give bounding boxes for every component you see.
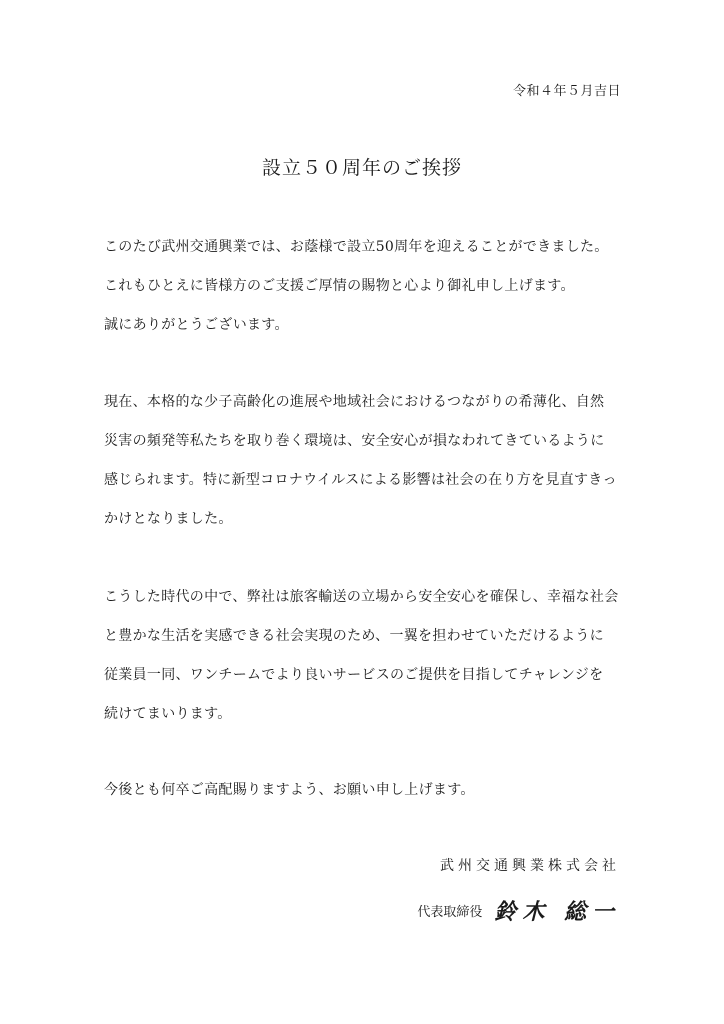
representative-name: 鈴木 総一 — [494, 899, 620, 925]
representative-title: 代表取締役 — [417, 905, 483, 920]
company-name: 武州交通興業株式会社 — [440, 858, 620, 874]
paragraph-3-line-1: こうした時代の中で、弊社は旅客輸送の立場から安全安心を確保し、幸福な社会 — [104, 589, 619, 605]
representative — [417, 895, 620, 926]
paragraph-2-line-1: 現在、本格的な少子高齢化の進展や地域社会におけるつながりの希薄化、自然 — [104, 394, 605, 410]
paragraph-1-line-1: このたび武州交通興業では、お蔭様で設立50周年を迎えることができました。 — [104, 239, 609, 255]
paragraph-3-line-3: 従業員一同、ワンチームでより良いサービスのご提供を目指してチャレンジを — [104, 667, 604, 683]
letter-title: 設立５０周年のご挨拶 — [261, 157, 462, 179]
paragraph-1-line-3: 誠にありがとうございます。 — [104, 317, 289, 333]
paragraph-2-line-2: 災害の頻発等私たちを取り巻く環境は、安全安心が損なわれてきているように — [104, 433, 605, 449]
paragraph-4-line-1: 今後とも何卒ご高配賜りますよう、お願い申し上げます。 — [104, 782, 475, 798]
paragraph-2-line-3: 感じられます。特に新型コロナウイルスによる影響は社会の在り方を見直すきっ — [104, 472, 617, 488]
paragraph-3-line-2: と豊かな生活を実感できる社会実現のため、一翼を担わせていただけるように — [104, 628, 604, 644]
letter-date: 令和４年５月吉日 — [512, 84, 621, 99]
paragraph-1-line-2: これもひとえに皆様方のご支援ご厚情の賜物と心より御礼申し上げます。 — [104, 278, 575, 294]
paragraph-2-line-4: かけとなりました。 — [104, 511, 233, 527]
paragraph-3-line-4: 続けてまいります。 — [104, 706, 232, 722]
